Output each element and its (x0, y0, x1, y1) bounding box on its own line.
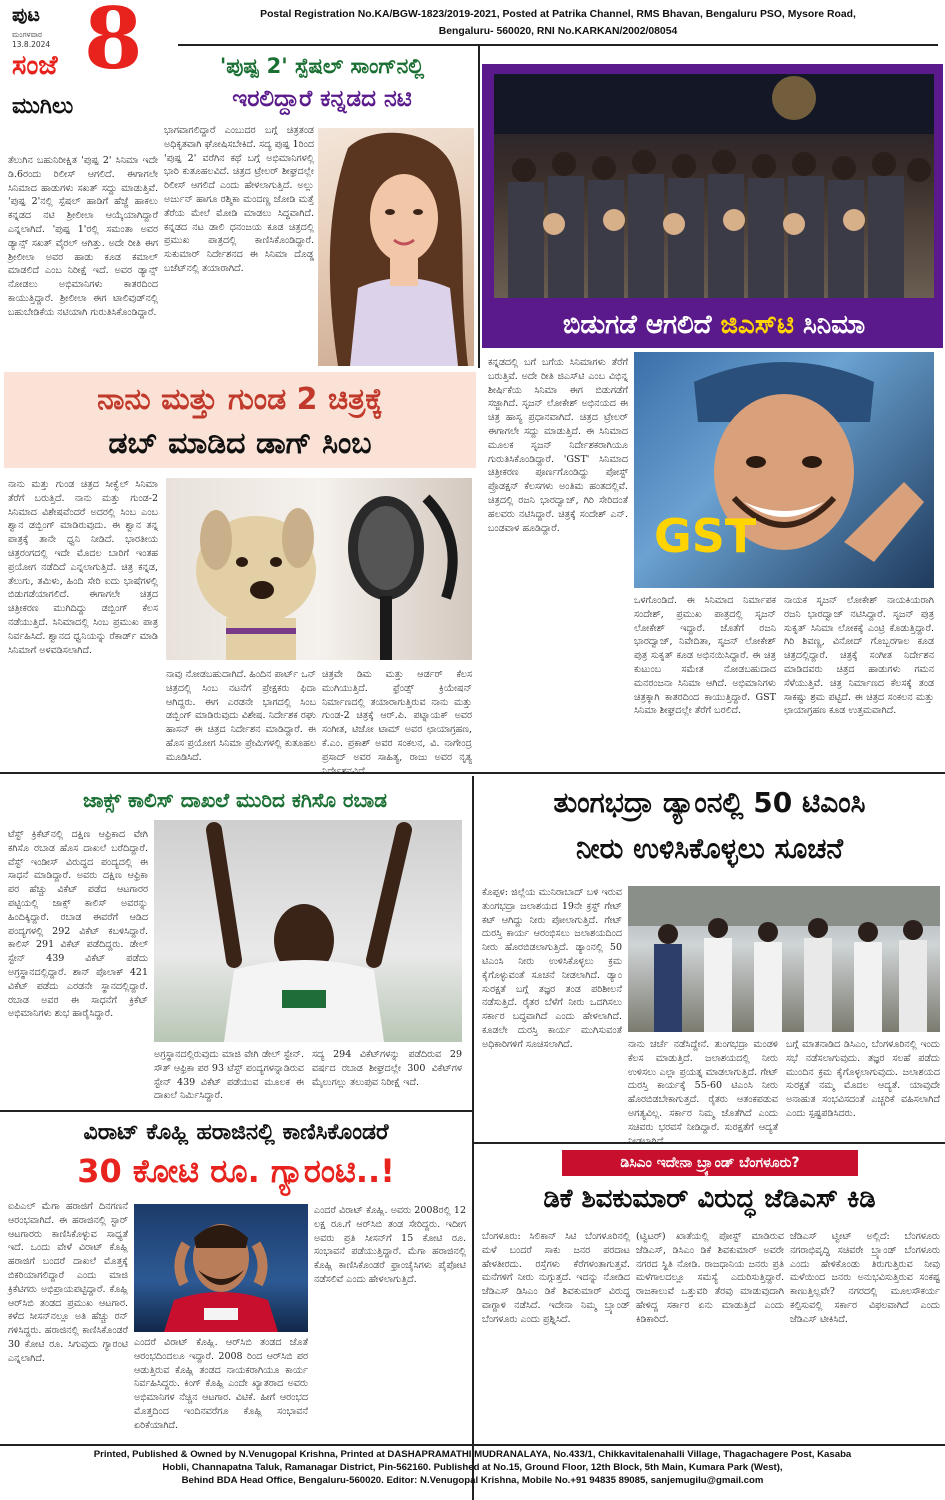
footer-line1: Printed, Published & Owned by N.Venugopal Krishna, Printed at DASHAPRAMATHI MUDRANALAYA, No.433/1, Chikkavitalenahalli Village, Thagachagere Post, Kasaba (93, 1449, 852, 1460)
tungabhadra-col3: ಬಗ್ಗೆ ಮಾತನಾಡಿದ ಡಿಸಿಎಂ, ಬೆಂಗಳೂರಿನಲ್ಲಿ ಇಂದು ಸಭೆ ನಡೆಸಲಾಗುವುದು. ತಜ್ಞರ ಸಲಹೆ ಪಡೆದು ಮುಂದಿನ ಕ್ರಮ ಕೈಗೊಳ್ಳಲಾಗುವುದು. ಜಲಾಶಯದ ಸುರಕ್ಷತೆ ನಮ್ಮ ಮೊದಲ ಆದ್ಯತೆ. ಯಾವುದೇ ಅನಾಹುತ ಸಂಭವಿಸದಂತೆ ಎಚ್ಚರಿಕೆ ವಹಿಸಲಾಗಿದೆ ಎಂದು ಸ್ಪಷ್ಟಪಡಿಸಿದರು. (786, 1039, 940, 1119)
gst-headline: ಬಿಡುಗಡೆ ಆಗಲಿದೆ ಜಿಎಸ್‌ಟಿ ಸಿನಿಮಾ (562, 310, 866, 340)
footer-rule (0, 1444, 945, 1446)
dk-col2: (ಟ್ವಿಟರ್) ಖಾತೆಯಲ್ಲಿ ಪೋಸ್ಟ್ ಮಾಡಿರುವ ಜೆಡಿಎಸ್, ಡಿಸಿಎಂ ಡಿಕೆ ಶಿವಕುಮಾರ್ ಅವರೇ ನಗರದ ಸ್ಥಿತಿ ನೋಡಿ. ರಾಜಧಾನಿಯ ಜನರು ಪ್ರತಿ ಮಳೆಗಾಲದಲ್ಲೂ ಸಮಸ್ಯೆ ಎದುರಿಸುತ್ತಿದ್ದಾರೆ. ರಾಜಕಾಲುವೆ ಒತ್ತುವರಿ ತೆರವು ಮಾಡುವುದಾಗಿ ಹೇಳಿದ್ದ ಸರ್ಕಾರ ಏನು ಮಾಡುತ್ತಿದೆ ಎಂದು ಕಿಡಿಕಾರಿದೆ. (636, 1231, 784, 1325)
footer (0, 1448, 945, 1490)
section-rule-1 (0, 772, 945, 774)
kohli-silhouette (134, 1204, 308, 1332)
rabada-photo (154, 820, 462, 1042)
group-silhouettes (494, 74, 934, 298)
pushpa-story (0, 46, 476, 368)
dk-headline: ಡಿಕೆ ಶಿವಕುಮಾರ್ ವಿರುದ್ಧ ಜೆಡಿಎಸ್ ಕಿಡಿ (543, 1184, 876, 1214)
dk-col3: ಜೆಡಿಎಸ್ ಟ್ವೀಟ್ ಅಲ್ಲಿದೆ: ಬೆಂಗಳೂರು ನಗರಾಭಿವೃದ್ಧಿ ಸಚಿವರೇ ಬ್ರ್ಯಾಂಡ್ ಬೆಂಗಳೂರು ಎಂದು ಹೇಳಿಕೊಂಡು ತಿರುಗುತ್ತಿರುವ ನೀವು ಮಳೆಯಿಂದ ಜನರು ಅನುಭವಿಸುತ್ತಿರುವ ಸಂಕಷ್ಟ ಕಾಣುತ್ತಿಲ್ಲವೇ? ನಗರದಲ್ಲಿ ಮೂಲಸೌಕರ್ಯ ಕಲ್ಪಿಸುವಲ್ಲಿ ಸರ್ಕಾರ ವಿಫಲವಾಗಿದೆ ಎಂದು ಜೆಡಿಎಸ್ ಟೀಕಿಸಿದೆ. (790, 1231, 940, 1325)
pushpa-headline-line2: ಇರಲಿದ್ದಾರೆ ಕನ್ನಡದ ನಟಿ (232, 86, 412, 112)
simba-story (0, 368, 478, 768)
postal-line1: Postal Registration No.KA/BGW-1823/2019-2021, Posted at Patrika Channel, RMS Bhavan, Bengaluru PSO, Mysore Road, (260, 9, 856, 20)
simba-col1: ನಾನು ಮತ್ತು ಗುಂಡ ಚಿತ್ರದ ಸೀಕ್ವೆಲ್ ಸಿನಿಮಾ ತೆರೆಗೆ ಬರುತ್ತಿದೆ. ನಾನು ಮತ್ತು ಗುಂಡ-2 ಸಿನಿಮಾದ ವಿಶೇಷವೆಂದರೆ ಅದರಲ್ಲಿ ಸಿಂಬ ಎಂಬ ಶ್ವಾನ ಡಬ್ಬಿಂಗ್ ಮಾಡಿರುವುದು. ಈ ಶ್ವಾನ ತನ್ನ ಪಾತ್ರಕ್ಕೆ ತಾನೇ ಧ್ವನಿ ನೀಡಿದೆ. ಭಾರತೀಯ ಚಿತ್ರರಂಗದಲ್ಲಿ ಇದೇ ಮೊದಲ ಬಾರಿಗೆ ಇಂತಹ ಪ್ರಯೋಗ ನಡೆದಿದೆ ಎನ್ನಲಾಗುತ್ತಿದೆ. ಚಿತ್ರ ಕನ್ನಡ, ತೆಲುಗು, ತಮಿಳು, ಹಿಂದಿ ಸೇರಿ ಐದು ಭಾಷೆಗಳಲ್ಲಿ ಬಿಡುಗಡೆಯಾಗಲಿದೆ. ಈಗಾಗಲೇ ಚಿತ್ರದ ಚಿತ್ರೀಕರಣ ಮುಗಿದಿದ್ದು ಡಬ್ಬಿಂಗ್ ಕೆಲಸ ನಡೆಯುತ್ತಿದೆ. ಸಿನಿಮಾದಲ್ಲಿ ಸಿಂಬ ಪ್ರಮುಖ ಪಾತ್ರ ನಿರ್ವಹಿಸಿದೆ. ಶ್ವಾನದ ಧ್ವನಿಯನ್ನು ರೆಕಾರ್ಡ್ ಮಾಡಿ ಸಿನಿಮಾಗೆ ಅಳವಡಿಸಲಾಗಿದೆ. (8, 479, 158, 656)
gst-cast-group-photo (494, 74, 934, 298)
rabada-col2: ಅಗ್ರಸ್ಥಾನದಲ್ಲಿರುವುದು ಮಾಜಿ ವೇಗಿ ಡೇಲ್ ಸ್ಟೇನ್. ಸೌತ್ ಆಫ್ರಿಕಾ ಪರ 93 ಟೆಸ್ಟ್ ಪಂದ್ಯಗಳನ್ನಾಡಿರುವ ಸ್ಟೇನ್ 439 ವಿಕೆಟ್ ಪಡೆಯುವ ಮೂಲಕ ಈ ದಾಖಲೆ ನಿರ್ಮಿಸಿದ್ದಾರೆ. (154, 1049, 304, 1102)
pushpa-col2: ಭಾಗವಾಗಲಿದ್ದಾರೆ ಎಂಬುದರ ಬಗ್ಗೆ ಚಿತ್ರತಂಡ ಅಧಿಕೃತವಾಗಿ ಘೋಷಿಸಬೇಕಿದೆ. ಸದ್ಯ ಪುಷ್ಪ 1ರಿಂದ 'ಪುಷ್ಪ 2' ವರೆಗಿನ ಕಥೆ ಬಗ್ಗೆ ಅಭಿಮಾನಿಗಳಲ್ಲಿ ಭಾರಿ ಕುತೂಹಲವಿದೆ. ಚಿತ್ರದ ಟ್ರೇಲರ್ ಶೀಘ್ರದಲ್ಲೇ ರಿಲೀಸ್ ಆಗಲಿದೆ ಎಂದು ಹೇಳಲಾಗುತ್ತಿದೆ. ಅಲ್ಲು ಅರ್ಜುನ್ ಹಾಗೂ ರಶ್ಮಿಕಾ ಮಂದಣ್ಣ ಜೋಡಿ ಮತ್ತೆ ತೆರೆಯ ಮೇಲೆ ಮೋಡಿ ಮಾಡಲು ಸಿದ್ಧವಾಗಿದೆ. ಕನ್ನಡದ ನಟ ಡಾಲಿ ಧನಂಜಯ ಕೂಡ ಚಿತ್ರದಲ್ಲಿ ಪ್ರಮುಖ ಪಾತ್ರದಲ್ಲಿ ಕಾಣಿಸಿಕೊಂಡಿದ್ದಾರೆ. ಸುಕುಮಾರ್ ನಿರ್ದೇಶನದ ಈ ಸಿನಿಮಾ ದೊಡ್ಡ ಬಜೆಟ್‌ನಲ್ಲಿ ತಯಾರಾಗಿದೆ. (164, 125, 314, 274)
simba-headline-line1: ನಾನು ಮತ್ತು ಗುಂಡ 2 ಚಿತ್ರಕ್ಕೆ (97, 382, 383, 417)
page-number: 8 (84, 0, 143, 88)
kohli-col3: ಎಂದರೆ ವಿರಾಟ್ ಕೊಹ್ಲಿ. ಅವರು 2008ರಲ್ಲಿ 12 ಲಕ್ಷ ರೂ.ಗೆ ಆರ್‌ಸಿಬಿ ತಂಡ ಸೇರಿದ್ದರು. ಇದೀಗ ಅವರು ಪ್ರತಿ ಸೀಸನ್‌ಗೆ 15 ಕೋಟಿ ರೂ. ಸಂಭಾವನೆ ಪಡೆಯುತ್ತಿದ್ದಾರೆ. ಮೆಗಾ ಹರಾಜಿನಲ್ಲಿ ಕೊಹ್ಲಿ ಕಾಣಿಸಿಕೊಂಡರೆ ಫ್ರಾಂಚೈಸಿಗಳು ಪೈಪೋಟಿ ನಡೆಸಲಿವೆ ಎಂದು ಹೇಳಲಾಗುತ್ತಿದೆ. (314, 1205, 466, 1285)
kohli-col1: ಐಪಿಎಲ್ ಮೆಗಾ ಹರಾಜಿಗೆ ದಿನಗಣನೆ ಆರಂಭವಾಗಿದೆ. ಈ ಹರಾಜಿನಲ್ಲಿ ಸ್ಟಾರ್ ಆಟಗಾರರು ಕಾಣಿಸಿಕೊಳ್ಳುವ ಸಾಧ್ಯತೆ ಇದೆ. ಒಂದು ವೇಳೆ ವಿರಾಟ್ ಕೊಹ್ಲಿ ಹರಾಜಿಗೆ ಬಂದರೆ ದಾಖಲೆ ಮೊತ್ತಕ್ಕೆ ಬಿಕರಿಯಾಗಲಿದ್ದಾರೆ ಎಂದು ಮಾಜಿ ಕ್ರಿಕೆಟಿಗರು ಅಭಿಪ್ರಾಯಪಟ್ಟಿದ್ದಾರೆ. ಕೊಹ್ಲಿ ಆರ್‌ಸಿಬಿ ತಂಡದ ಪ್ರಮುಖ ಆಟಗಾರ. ಕಳೆದ ಸೀಸನ್‌ನಲ್ಲೂ ಅತಿ ಹೆಚ್ಚು ರನ್ ಗಳಿಸಿದ್ದರು. ಹರಾಜಿನಲ್ಲಿ ಕಾಣಿಸಿಕೊಂಡರೆ 30 ಕೋಟಿ ರೂ. ಸಿಗುವುದು ಗ್ಯಾರಂಟಿ ಎನ್ನಲಾಗಿದೆ. (8, 1201, 128, 1364)
gst-col2: ಒಳಗೊಂಡಿದೆ. ಈ ಸಿನಿಮಾದ ನಿರ್ಮಾಪಕ ಸಂದೇಶ್, ಪ್ರಮುಖ ಪಾತ್ರದಲ್ಲಿ ಸೃಜನ್ ಲೋಕೇಶ್ ಇದ್ದಾರೆ. ಜೊತೆಗೆ ರಜನಿ ಭಾರದ್ವಾಜ್, ನಿವೇದಿತಾ, ಸೃಜನ್ ಲೋಕೇಶ್ ಪುತ್ರ ಸುಕೃತ್ ಕೂಡ ಅಭಿನಯಿಸಿದ್ದಾರೆ. ಈ ಚಿತ್ರ ಕುಟುಂಬ ಸಮೇತ ನೋಡಬಹುದಾದ ಮನರಂಜನಾ ಸಿನಿಮಾ ಆಗಿದೆ. ಅಭಿಮಾನಿಗಳು ಚಿತ್ರಕ್ಕಾಗಿ ಕಾತರದಿಂದ ಕಾಯುತ್ತಿದ್ದಾರೆ. GST ಸಿನಿಮಾ ಶೀಘ್ರದಲ್ಲೇ ತೆರೆಗೆ ಬರಲಿದೆ. (634, 595, 776, 717)
gst-col1: ಕನ್ನಡದಲ್ಲಿ ಬಗೆ ಬಗೆಯ ಸಿನಿಮಾಗಳು ತೆರೆಗೆ ಬರುತ್ತಿವೆ. ಅದೇ ರೀತಿ ಜಿಎಸ್‌ಟಿ ಎಂಬ ವಿಭಿನ್ನ ಶೀರ್ಷಿಕೆಯ ಸಿನಿಮಾ ಈಗ ಬಿಡುಗಡೆಗೆ ಸಜ್ಜಾಗಿದೆ. ಸೃಜನ್ ಲೋಕೇಶ್ ಅಭಿನಯದ ಈ ಚಿತ್ರ ಹಾಸ್ಯ ಪ್ರಧಾನವಾಗಿದೆ. ಚಿತ್ರದ ಟ್ರೇಲರ್ ಈಗಾಗಲೇ ಸದ್ದು ಮಾಡುತ್ತಿದೆ. ಈ ಸಿನಿಮಾದ ಮೂಲಕ ಸೃಜನ್ ನಿರ್ದೇಶಕರಾಗಿಯೂ ಗುರುತಿಸಿಕೊಂಡಿದ್ದಾರೆ. 'GST' ಸಿನಿಮಾದ ಚಿತ್ರೀಕರಣ ಪೂರ್ಣಗೊಂಡಿದ್ದು ಪೋಸ್ಟ್ ಪ್ರೊಡಕ್ಷನ್ ಕೆಲಸಗಳು ಅಂತಿಮ ಹಂತದಲ್ಲಿವೆ. ಚಿತ್ರದಲ್ಲಿ ರಜನಿ ಭಾರದ್ವಾಜ್, ಗಿರಿ ಸೇರಿದಂತೆ ಹಲವರು ನಟಿಸಿದ್ದಾರೆ. ಚಿತ್ರಕ್ಕೆ ಸಂದೇಶ್ ಎನ್. ಬಂಡವಾಳ ಹೂಡಿದ್ದಾರೆ. (488, 357, 628, 534)
tungabhadra-headline-line1: ತುಂಗಭದ್ರಾ ಡ್ಯಾಂನಲ್ಲಿ 50 ಟಿಎಂಸಿ (553, 786, 866, 819)
dk-kicker: ಡಿಸಿಎಂ ಇದೇನಾ ಬ್ರ್ಯಾಂಡ್ ಬೆಂಗಳೂರು? (620, 1155, 800, 1171)
rabada-col3: ಸದ್ಯ 294 ವಿಕೆಟ್‌ಗಳನ್ನು ಪಡೆದಿರುವ 29 ವರ್ಷದ ರಬಾಡ ಶೀಘ್ರದಲ್ಲೇ 300 ವಿಕೆಟ್‌ಗಳ ಮೈಲುಗಲ್ಲು ತಲುಪುವ ನಿರೀಕ್ಷೆ ಇದೆ. (312, 1049, 462, 1088)
poster-face (634, 352, 934, 588)
dog-dubbing-photo (166, 478, 472, 660)
tungabhadra-col2: ನಾನು ಚರ್ಚೆ ನಡೆಸಿದ್ದೇನೆ. ತುಂಗಭದ್ರಾ ಮಂಡಳಿ ಕೆಲಸ ಮಾಡುತ್ತಿದೆ. ಜಲಾಶಯದಲ್ಲಿ ನೀರು ಉಳಿಸಲು ಎಲ್ಲಾ ಪ್ರಯತ್ನ ಮಾಡಲಾಗುತ್ತಿದೆ. ಗೇಟ್ ದುರಸ್ತಿ ಕಾರ್ಯಕ್ಕೆ 55-60 ಟಿಎಂಸಿ ನೀರು ಹೊರಬಿಡಬೇಕಾಗುತ್ತದೆ. ರೈತರು ಆತಂಕಪಡುವ ಅಗತ್ಯವಿಲ್ಲ. ಸರ್ಕಾರ ನಿಮ್ಮ ಜೊತೆಗಿದೆ ಎಂದು ಸಚಿವರು ಭರವಸೆ ನೀಡಿದ್ದಾರೆ. ಸುರಕ್ಷತೆಗೆ ಆದ್ಯತೆ (628, 1039, 778, 1133)
tungabhadra-col1: ಕೊಪ್ಪಳ: ಜಿಲ್ಲೆಯ ಮುನಿರಾಬಾದ್ ಬಳಿ ಇರುವ ತುಂಗಭದ್ರಾ ಜಲಾಶಯದ 19ನೇ ಕ್ರಸ್ಟ್ ಗೇಟ್ ಕಟ್ ಆಗಿದ್ದು ನೀರು ಪೋಲಾಗುತ್ತಿದೆ. ಗೇಟ್ ದುರಸ್ತಿ ಕಾರ್ಯ ಆರಂಭಿಸಲು ಜಲಾಶಯದಿಂದ ನೀರು ಹೊರಬಿಡಲಾಗುತ್ತಿದೆ. ಡ್ಯಾಂನಲ್ಲಿ 50 ಟಿಎಂಸಿ ನೀರು ಉಳಿಸಿಕೊಳ್ಳಲು ಕ್ರಮ ಕೈಗೊಳ್ಳುವಂತೆ ಸೂಚನೆ ನೀಡಲಾಗಿದೆ. ಡ್ಯಾಂ ಸುರಕ್ಷತೆ ಬಗ್ಗೆ ತಜ್ಞರ ತಂಡ ಪರಿಶೀಲನೆ ನಡೆಸುತ್ತಿದೆ. ರೈತರ ಬೆಳೆಗೆ ನೀರು ಒದಗಿಸಲು ಸರ್ಕಾರ ಬದ್ಧವಾಗಿದೆ ಎಂದು ಹೇಳಲಾಗಿದೆ. ಕೂಡಲೇ ದುರಸ್ತಿ ಕಾರ್ಯ ಮುಗಿಸುವಂತೆ ಅಧಿಕಾರಿಗಳಿಗೆ ಸೂಚಿಸಲಾಗಿದೆ. (482, 887, 622, 1050)
kohli-headline-line2: 30 ಕೋಟಿ ರೂ. ಗ್ಯಾರಂಟಿ..! (77, 1152, 395, 1190)
footer-line2: Hobli, Channapatna Taluk, Ramanagar District, Pin-562160. Published at No.15, Ground Floor, 12th Block, 5th Main, Kumara Park (West), (162, 1462, 783, 1473)
actress-photo (318, 128, 474, 366)
simba-headline-line2: ಡಬ್ ಮಾಡಿದ ಡಾಗ್ ಸಿಂಬ (108, 426, 372, 461)
pushpa-col1: ತೆಲುಗಿನ ಬಹುನಿರೀಕ್ಷಿತ 'ಪುಷ್ಪ 2' ಸಿನಿಮಾ ಇದೇ ಡಿ.6ರಂದು ರಿಲೀಸ್ ಆಗಲಿದೆ. ಈಗಾಗಲೇ ಸಿನಿಮಾದ ಹಾಡುಗಳು ಸಖತ್ ಸದ್ದು ಮಾಡುತ್ತಿವೆ. 'ಪುಷ್ಪ 2'ನಲ್ಲಿ ಸ್ಪೆಷಲ್ ಹಾಡಿಗೆ ಹೆಜ್ಜೆ ಹಾಕಲು ಕನ್ನಡದ ನಟಿ ಶ್ರೀಲೀಲಾ ಆಯ್ಕೆಯಾಗಿದ್ದಾರೆ ಎನ್ನಲಾಗಿದೆ. 'ಪುಷ್ಪ 1'ರಲ್ಲಿ ಸಮಂತಾ ಅವರ ಡ್ಯಾನ್ಸ್ ಸಖತ್ ವೈರಲ್ ಆಗಿತ್ತು. ಅದೇ ರೀತಿ ಈಗ ಶ್ರೀಲೀಲಾ ಅವರ ಹಾಡು ಕೂಡ ಕಮಾಲ್ ಮಾಡಲಿದೆ ಎಂಬ ನಿರೀಕ್ಷೆ ಇದೆ. ಅವರ ಡ್ಯಾನ್ಸ್ ನೋಡಲು ಅಭಿಮಾನಿಗಳು ಕಾತರದಿಂದ ಕಾಯುತ್ತಿದ್ದಾರೆ. ಶ್ರೀಲೀಲಾ ಈಗ ಟಾಲಿವುಡ್‌ನಲ್ಲಿ ಬಹುಬೇಡಿಕೆಯ ನಟಿಯಾಗಿ ಗುರುತಿಸಿಕೊಂಡಿದ್ದಾರೆ. (8, 155, 158, 318)
pushpa-headline-line1: 'ಪುಷ್ಪ 2' ಸ್ಪೆಷಲ್ ಸಾಂಗ್‌ನಲ್ಲಿ (219, 54, 425, 78)
tungabhadra-story (474, 776, 945, 1142)
tungabhadra-headline-line2: ನೀರು ಉಳಿಸಿಕೊಳ್ಳಲು ಸೂಚನೆ (575, 832, 844, 865)
paper-name-line2: ಮುಗಿಲು (12, 94, 74, 119)
gst-poster-photo (634, 352, 934, 588)
simba-col3: ಚಿತ್ರವೇ ಡಿಮ ಮತ್ತು ಆರ್ಡರ್ ಕೆಲಸ ಮುಗಿಯುತ್ತಿದೆ. ಫ್ರೆಂಡ್ಸ್ ಕ್ರಿಯೇಷನ್ ನಿರ್ಮಾಣದಲ್ಲಿ ತಯಾರಾಗುತ್ತಿರುವ ನಾನು ಮತ್ತು ಗುಂಡ-2 ಚಿತ್ರಕ್ಕೆ ಆರ್.ಪಿ. ಪಟ್ನಾಯಕ್ ಅವರ ಸಂಗೀತ, ಟಿಜೋ ಟಾಮ್ ಅವರ ಛಾಯಾಗ್ರಹಣ, ಕೆ.ಎಂ. ಪ್ರಕಾಶ್ ಅವರ ಸಂಕಲನ, ವಿ. ನಾಗೇಂದ್ರ ಪ್ರಸಾದ್ ಅವರ ಸಾಹಿತ್ಯ, ರಾಜು ಅವರ ನೃತ್ಯ (322, 669, 472, 763)
gst-col3: ನಾಯಕ ಸೃಜನ್ ಲೋಕೇಶ್ ನಾಯಕಿಯರಾಗಿ ರಜನಿ ಭಾರದ್ವಾಜ್ ನಟಿಸಿದ್ದಾರೆ. ಸೃಜನ್ ಪುತ್ರ ಸುಕೃತ್ ಸಿನಿಮಾ ಲೋಕಕ್ಕೆ ಎಂಟ್ರಿ ಕೊಡುತ್ತಿದ್ದಾರೆ. ಗಿರಿ ಶಿವಣ್ಣ, ವಿನೋದ್ ಗೊಬ್ಬರಗಾಲ ಕೂಡ ಚಿತ್ರದಲ್ಲಿದ್ದಾರೆ. ಚಿತ್ರಕ್ಕೆ ಸಂಗೀತ ನಿರ್ದೇಶನ ಮಾಡಿದವರು ಚಿತ್ರದ ಹಾಡುಗಳು ಗಮನ ಸೆಳೆಯುತ್ತಿವೆ. ಚಿತ್ರ ನಿರ್ಮಾಣದ ಕೆಲಸಕ್ಕೆ ತಂಡ ಸಾಕಷ್ಟು ಶ್ರಮ ಪಟ್ಟಿದೆ. ಈ ಚಿತ್ರದ ಸಂಕಲನ ಮತ್ತು ಛಾಯಾಗ್ರಹಣ ಕೂಡ ಉತ್ತಮವಾಗಿದೆ. (784, 595, 934, 717)
cricketer-arms-raised (154, 820, 462, 1042)
kohli-headline-line1: ವಿರಾಟ್ ಕೊಹ್ಲಿ ಹರಾಜಿನಲ್ಲಿ ಕಾಣಿಸಿಕೊಂಡರೆ (83, 1120, 389, 1145)
ministers-visit-photo (628, 886, 940, 1032)
page-day: ಮಂಗಳವಾರ (12, 30, 43, 39)
gst-story (480, 46, 945, 768)
dog-with-mic (166, 478, 472, 660)
dk-story (474, 1144, 945, 1442)
dk-col1: ಬೆಂಗಳೂರು: ಸಿಲಿಕಾನ್ ಸಿಟಿ ಬೆಂಗಳೂರಿನಲ್ಲಿ ಮಳೆ ಬಂದರೆ ಸಾಕು ಜನರ ಪರದಾಟ ಹೇಳತೀರದು. ರಸ್ತೆಗಳು ಕೆರೆಗಳಂತಾಗುತ್ತವೆ. ಮನೆಗಳಿಗೆ ನೀರು ನುಗ್ಗುತ್ತದೆ. ಇದನ್ನು ನೋಡಿದ ಜೆಡಿಎಸ್ ಡಿಸಿಎಂ ಡಿಕೆ ಶಿವಕುಮಾರ್ ವಿರುದ್ಧ ವಾಗ್ದಾಳಿ ನಡೆಸಿದೆ. ಇದೇನಾ ನಿಮ್ಮ ಬ್ರ್ಯಾಂಡ್ ಬೆಂಗಳೂರು ಎಂದು ಪ್ರಶ್ನಿಸಿದೆ. (482, 1231, 630, 1325)
officials-group (628, 886, 940, 1032)
paper-name-line1: ಸಂಜೆ (12, 50, 58, 81)
rabada-story (0, 776, 470, 1106)
kohli-story (0, 1112, 472, 1442)
actress-silhouette (318, 128, 474, 366)
rabada-headline: ಜಾಕ್ಸ್ ಕಾಲಿಸ್ ದಾಖಲೆ ಮುರಿದ ಕಗಿಸೊ ರಬಾಡ (83, 788, 387, 812)
page-word: ಪುಟ (12, 4, 40, 26)
rabada-col1: ಟೆಸ್ಟ್ ಕ್ರಿಕೆಟ್‌ನಲ್ಲಿ ದಕ್ಷಿಣ ಆಫ್ರಿಕಾದ ವೇಗಿ ಕಗಿಸೊ ರಬಾಡ ಹೊಸ ದಾಖಲೆ ಬರೆದಿದ್ದಾರೆ. ವೆಸ್ಟ್ ಇಂಡೀಸ್ ವಿರುದ್ಧದ ಪಂದ್ಯದಲ್ಲಿ ಈ ಸಾಧನೆ ಮಾಡಿದ್ದಾರೆ. ಅವರು ದಕ್ಷಿಣ ಆಫ್ರಿಕಾ ಪರ ಹೆಚ್ಚು ವಿಕೆಟ್ ಪಡೆದ ಆಟಗಾರರ ಪಟ್ಟಿಯಲ್ಲಿ ಜಾಕ್ಸ್ ಕಾಲಿಸ್ ಅವರನ್ನು ಹಿಂದಿಕ್ಕಿದ್ದಾರೆ. ರಬಾಡ ಈವರೆಗೆ ಆಡಿದ ಪಂದ್ಯಗಳಲ್ಲಿ 292 ವಿಕೆಟ್ ಕಬಳಿಸಿದ್ದಾರೆ. ಕಾಲಿಸ್ 291 ವಿಕೆಟ್ ಪಡೆದಿದ್ದರು. ಡೇಲ್ ಸ್ಟೇನ್ 439 ವಿಕೆಟ್ ಪಡೆದು ಅಗ್ರಸ್ಥಾನದಲ್ಲಿದ್ದಾರೆ. ಶಾನ್ ಪೊಲಾಕ್ 421 ವಿಕೆಟ್ ಪಡೆದು ಎರಡನೇ ಸ್ಥಾನದಲ್ಲಿದ್ದಾರೆ. ರಬಾಡ ಅವರ ಈ ಸಾಧನೆಗೆ ಕ್ರಿಕೆಟ್ ಅಭಿಮಾನಿಗಳು ಶುಭ ಹಾರೈಸಿದ್ದಾರೆ. (8, 829, 148, 1020)
dk-kicker-box (562, 1150, 858, 1176)
simba-col2: ನಾವು ನೋಡಬಹುದಾಗಿದೆ. ಹಿಂದಿನ ಪಾರ್ಟ್ ಒನ್ ಚಿತ್ರದಲ್ಲಿ ಸಿಂಬ ನಟನೆಗೆ ಪ್ರೇಕ್ಷಕರು ಫಿದಾ ಆಗಿದ್ದರು. ಈಗ ಎರಡನೇ ಭಾಗದಲ್ಲಿ ಸಿಂಬ ಡಬ್ಬಿಂಗ್ ಮಾಡಿರುವುದು ವಿಶೇಷ. ನಿರ್ದೇಶಕ ರಘು ಹಾಸನ್ ಈ ಚಿತ್ರದ ನಿರ್ದೇಶನ ಮಾಡಿದ್ದಾರೆ. ಈ ಹೊಸ ಪ್ರಯೋಗ ಸಿನಿಮಾ ಪ್ರೇಮಿಗಳಲ್ಲಿ ಕುತೂಹಲ ಮೂಡಿಸಿದೆ. (166, 669, 316, 763)
page-date: 13.8.2024 (12, 40, 51, 49)
svg-text:GST: GST (654, 509, 757, 563)
kohli-col2: ಎಂದರೆ ವಿರಾಟ್ ಕೊಹ್ಲಿ. ಆರ್‌ಸಿಬಿ ತಂಡದ ಜೊತೆ ಆರಂಭದಿಂದಲೂ ಇದ್ದಾರೆ. 2008 ರಿಂದ ಆರ್‌ಸಿಬಿ ಪರ ಆಡುತ್ತಿರುವ ಕೊಹ್ಲಿ ತಂಡದ ನಾಯಕರಾಗಿಯೂ ಕಾರ್ಯ ನಿರ್ವಹಿಸಿದ್ದರು. ಕಿಂಗ್ ಕೊಹ್ಲಿ ಎಂದೇ ಖ್ಯಾತರಾದ ಅವರು ಅಭಿಮಾನಿಗಳ ನೆಚ್ಚಿನ ಆಟಗಾರ. ವಿಟಿಕೆ. ಹೀಗೆ ಆರಂಭದ ಮೊತ್ತದಿಂದ ಇಂದಿನವರೆಗೂ ಕೊಹ್ಲಿ ಸಂಭಾವನೆ ಏರಿಕೆಯಾಗಿದೆ. (134, 1337, 308, 1431)
postal-line2: Bengaluru- 560020, RNI No.KARKAN/2002/08054 (438, 26, 678, 37)
footer-line3: Behind BDA Head Office, Bengaluru-560020. Editor: N.Venugopal Krishna, Mobile No.+91 94835 89085, sanjemugilu@gmail.com (181, 1475, 764, 1486)
gst-headline-band (494, 302, 934, 348)
kohli-photo (134, 1204, 308, 1332)
gst-headline-highlight: ಜಿಎಸ್‌ಟಿ (720, 310, 794, 340)
